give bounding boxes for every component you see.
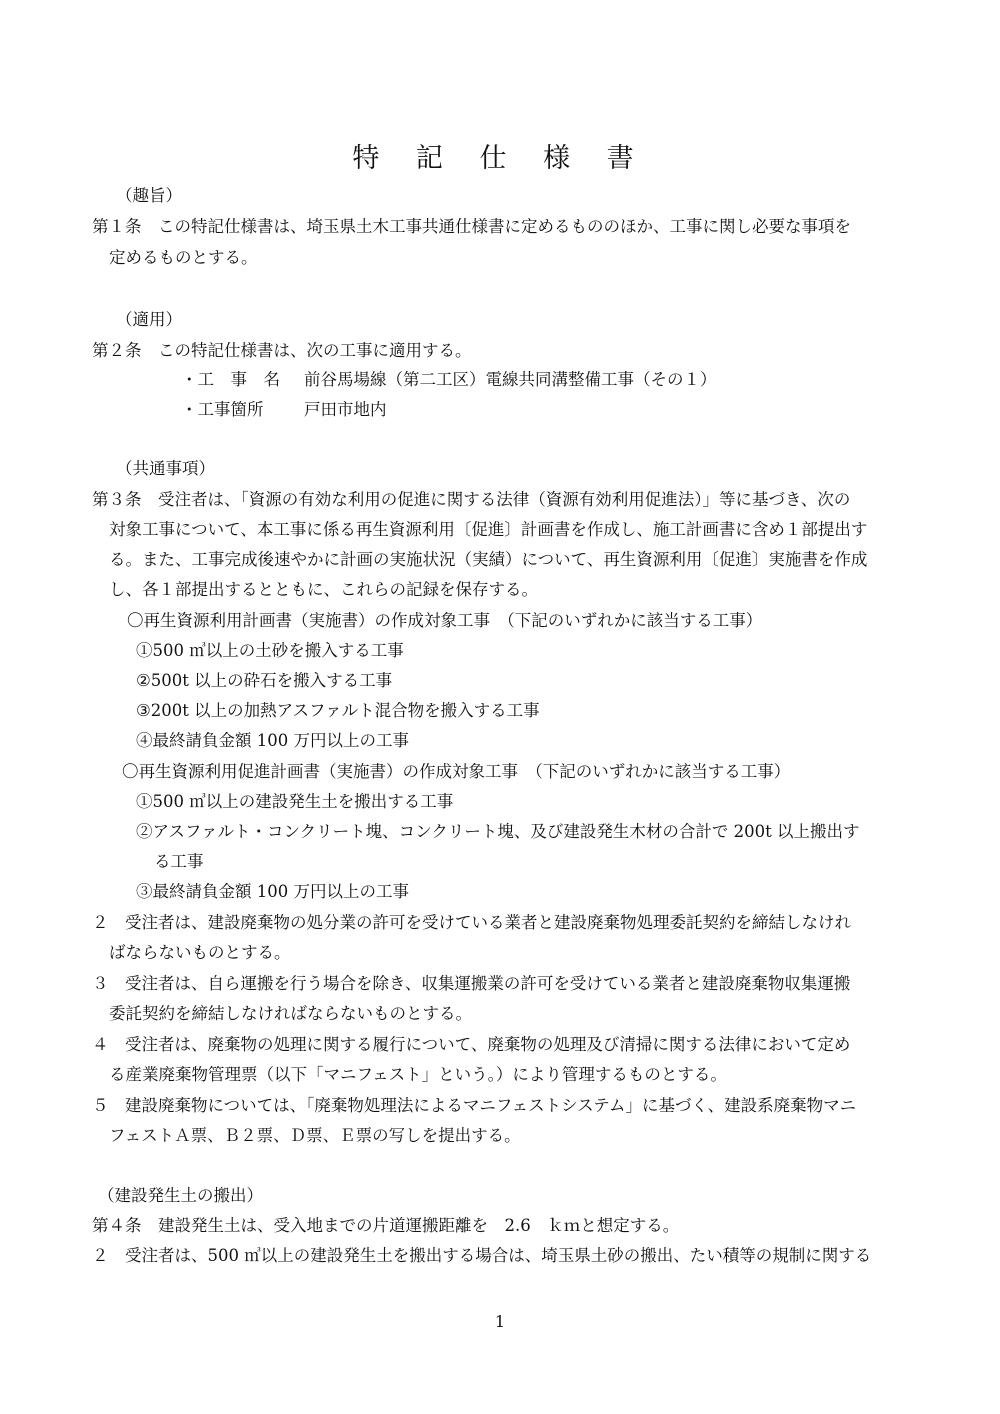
article-1-line-2: 定めるものとする。 xyxy=(109,248,258,267)
article-2-line-1: 第２条 この特記仕様書は、次の工事に適用する。 xyxy=(92,341,472,360)
section-heading-application: （適用） xyxy=(116,310,182,329)
paragraph-3-line-1: ３ 受注者は、自ら運搬を行う場合を除き、収集運搬業の許可を受けている業者と建設廃棄物収集運搬 xyxy=(92,974,851,993)
plan-1-item: ①500 ㎥以上の土砂を搬入する工事 xyxy=(136,641,404,660)
article-1-line-1: 第１条 この特記仕様書は、埼玉県土木工事共通仕様書に定めるもののほか、工事に関し必要な事項を xyxy=(92,217,851,236)
paragraph-2-line-2: ばならないものとする。 xyxy=(109,943,291,962)
plan-1-heading: 〇再生資源利用計画書（実施書）の作成対象工事 （下記のいずれかに該当する工事） xyxy=(127,611,763,630)
article-4-paragraph-2-line-1: ２ 受注者は、500 ㎥以上の建設発生土を搬出する場合は、埼玉県土砂の搬出、たい積等の規制に関する xyxy=(92,1246,872,1265)
work-name-label: ・工 事 名 xyxy=(181,370,280,389)
plan-2-item: ②アスファルト・コンクリート塊、コンクリート塊、及び建設発生木材の合計で 200t 以上搬出す xyxy=(136,822,860,841)
article-4-line-1: 第４条 建設発生土は、受入地までの片道運搬距離を 2.6 ｋｍと想定する。 xyxy=(92,1216,680,1235)
article-3-line-2: 対象工事について、本工事に係る再生資源利用〔促進〕計画書を作成し、施工計画書に含め１部提出す xyxy=(109,520,868,539)
document-title: 特 記 仕 様 書 xyxy=(352,143,648,174)
article-3-line-4: し、各１部提出するとともに、これらの記録を保存する。 xyxy=(109,580,538,599)
section-heading-purpose: （趣旨） xyxy=(116,186,182,205)
plan-1-item: ④最終請負金額 100 万円以上の工事 xyxy=(136,731,409,750)
paragraph-5-line-2: フェストＡ票、Ｂ２票、Ｄ票、Ｅ票の写しを提出する。 xyxy=(109,1126,521,1145)
work-name-value: 前谷馬場線（第二工区）電線共同溝整備工事（その１） xyxy=(304,370,717,389)
plan-2-heading: 〇再生資源利用促進計画書（実施書）の作成対象工事 （下記のいずれかに該当する工事） xyxy=(122,762,791,781)
plan-1-item: ③200t 以上の加熱アスファルト混合物を搬入する工事 xyxy=(136,701,540,720)
paragraph-5-line-1: ５ 建設廃棄物については、「廃棄物処理法によるマニフェストシステム」に基づく、建設系廃棄物マニ xyxy=(92,1096,857,1115)
page-number: 1 xyxy=(494,1312,506,1331)
plan-1-item: ②500t 以上の砕石を搬入する工事 xyxy=(136,671,393,690)
article-3-line-3: る。また、工事完成後速やかに計画の実施状況（実績）について、再生資源利用〔促進〕実施書を作成 xyxy=(109,550,868,569)
plan-2-item: ①500 ㎥以上の建設発生土を搬出する工事 xyxy=(136,792,454,811)
plan-2-item-continued: る工事 xyxy=(154,852,204,871)
paragraph-2-line-1: ２ 受注者は、建設廃棄物の処分業の許可を受けている業者と建設廃棄物処理委託契約を締結しなけれ xyxy=(92,913,851,932)
paragraph-3-line-2: 委託契約を締結しなければならないものとする。 xyxy=(109,1004,472,1023)
paragraph-4-line-1: ４ 受注者は、廃棄物の処理に関する履行について、廃棄物の処理及び清掃に関する法律において定め xyxy=(92,1035,851,1054)
work-place-label: ・工事箇所 xyxy=(181,400,264,419)
work-place-value: 戸田市地内 xyxy=(304,400,387,419)
section-heading-common: （共通事項） xyxy=(116,459,215,478)
plan-2-item: ③最終請負金額 100 万円以上の工事 xyxy=(136,882,409,901)
article-3-line-1: 第３条 受注者は、「資源の有効な利用の促進に関する法律（資源有効利用促進法）」等に基づき、次の xyxy=(92,490,851,509)
paragraph-4-line-2: る産業廃棄物管理票（以下「マニフェスト」という。）により管理するものとする。 xyxy=(109,1065,727,1084)
section-heading-soil: （建設発生土の搬出） xyxy=(98,1186,263,1205)
